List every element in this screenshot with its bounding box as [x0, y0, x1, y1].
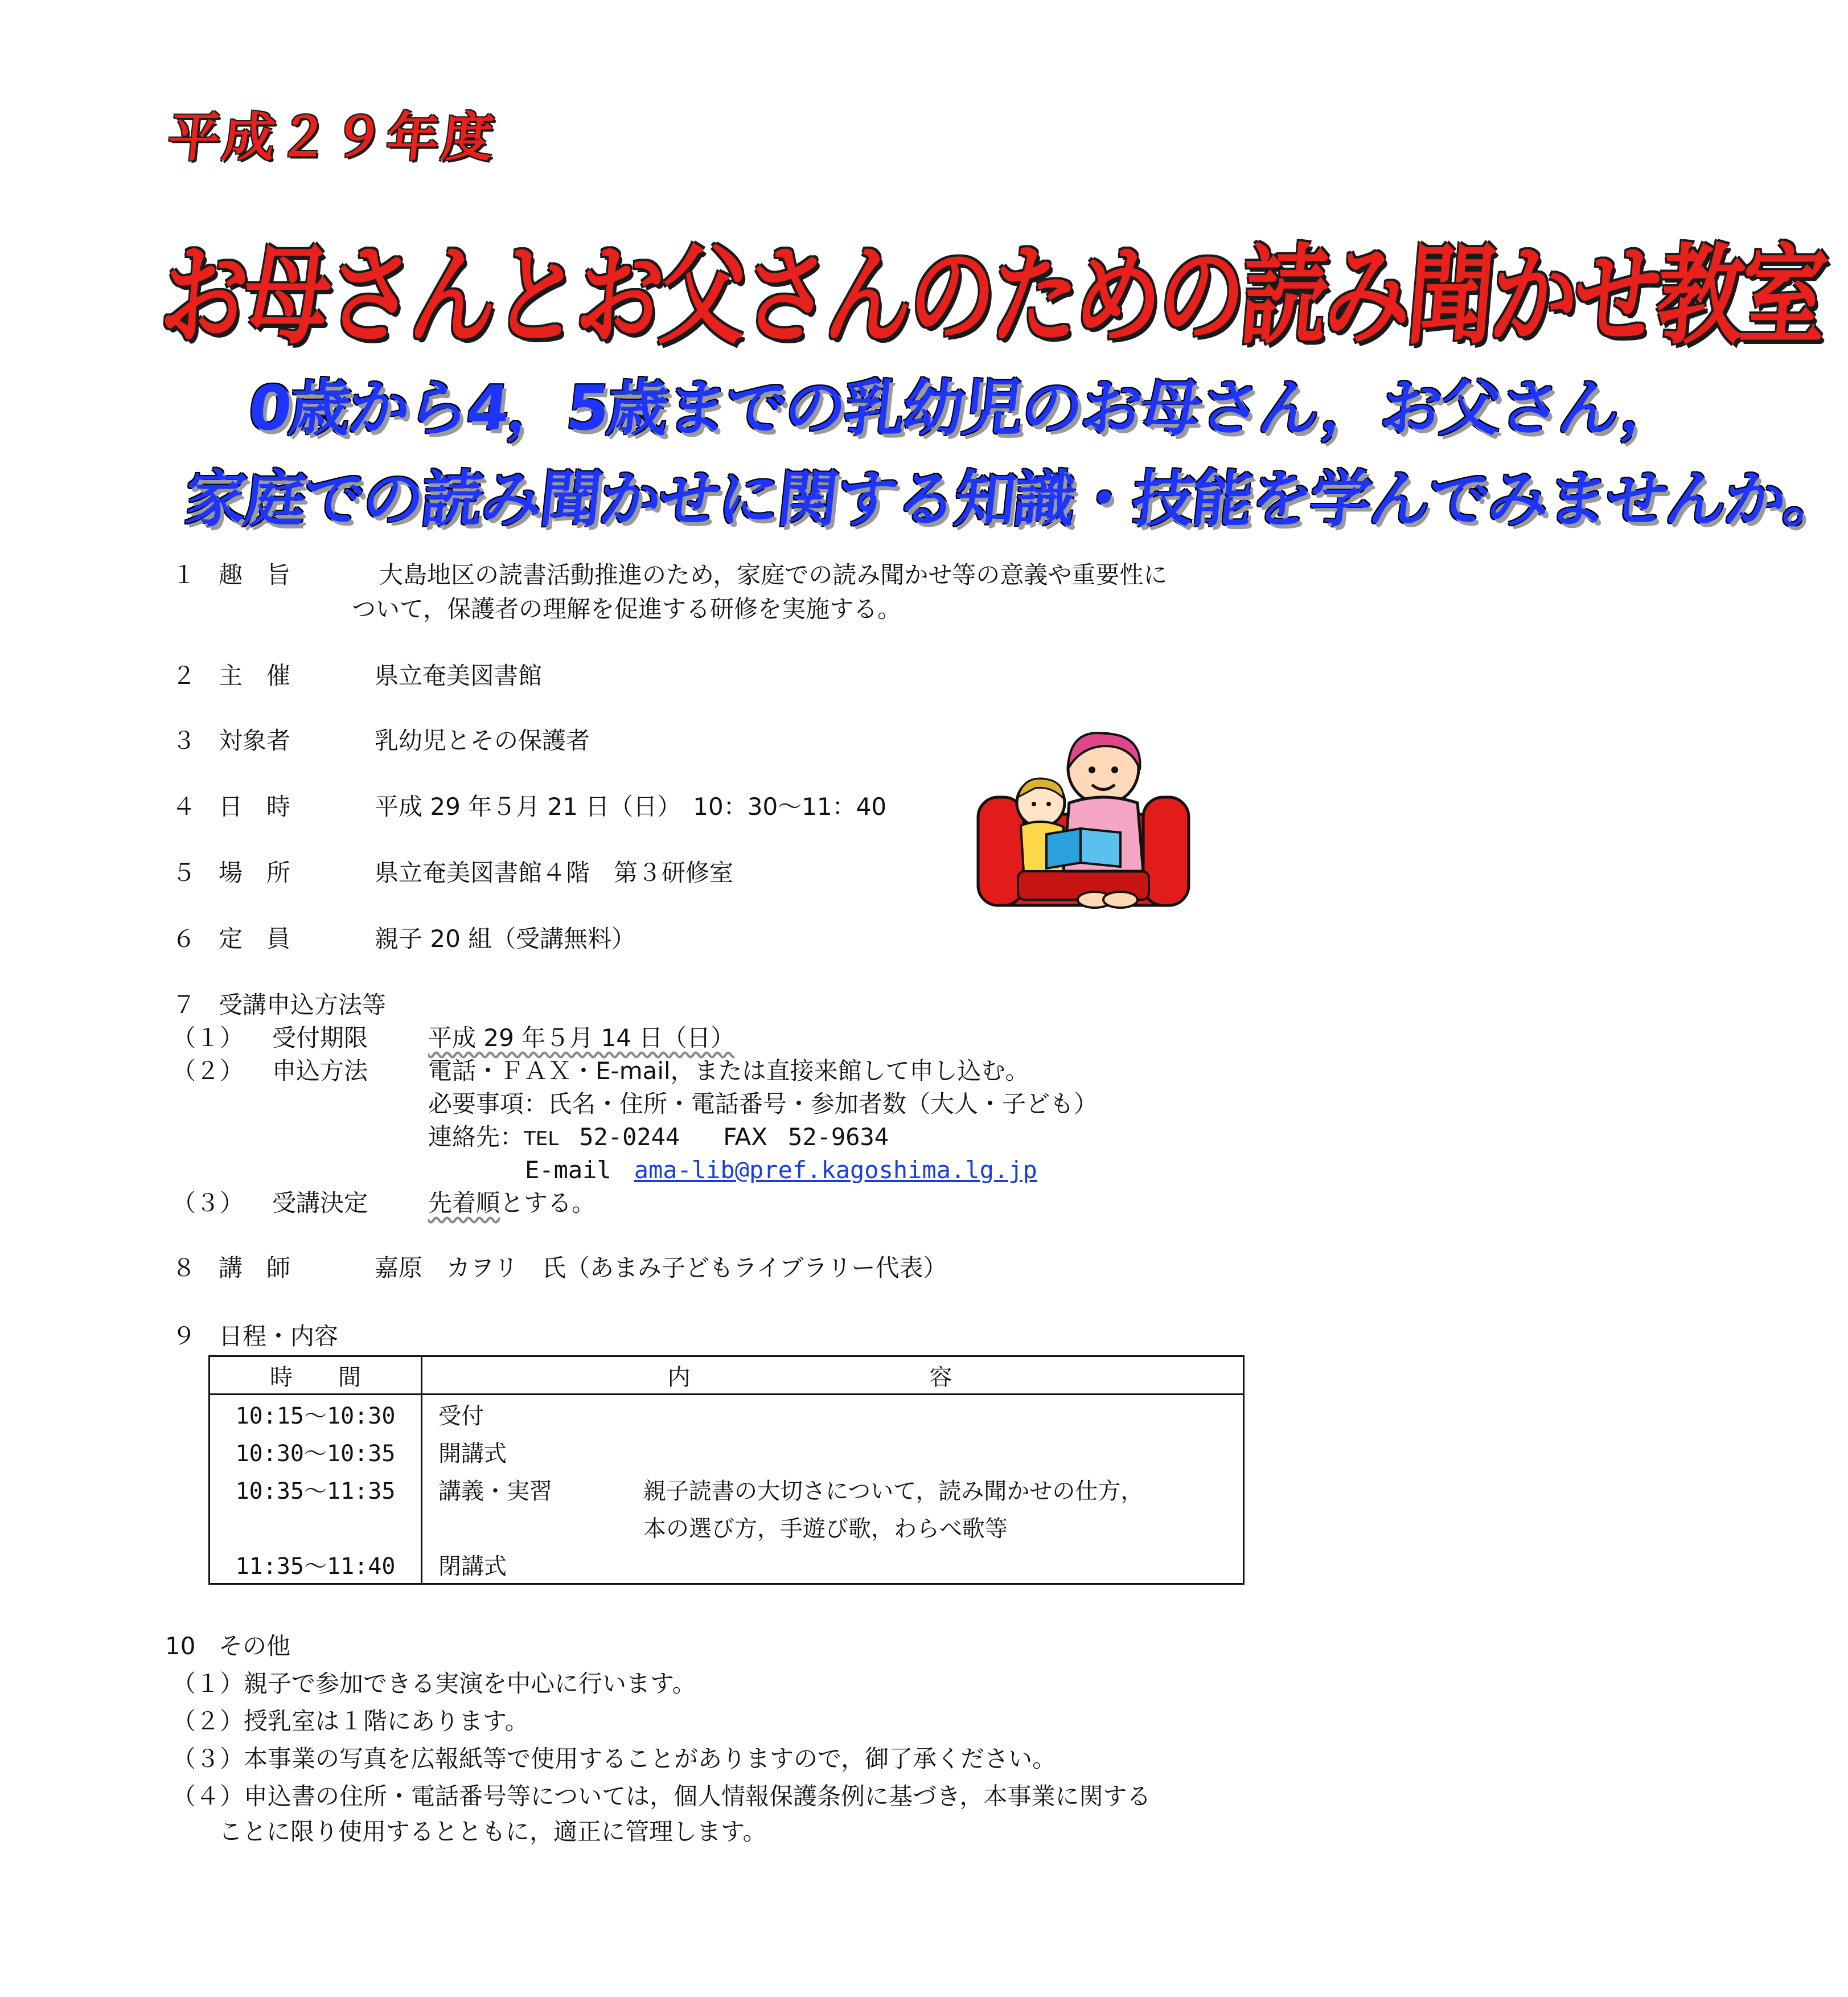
section-2-number: ２	[172, 662, 196, 690]
section-5-value: 県立奄美図書館４階 第３研修室	[375, 859, 734, 887]
deadline-value: 平成 29 年５月 14 日（日）	[428, 1024, 735, 1052]
table-row	[210, 1508, 1244, 1545]
section-7-3-label: 受講決定	[272, 1189, 368, 1217]
email-label: E-mail	[525, 1156, 611, 1184]
row-time: 10:35～11:35	[210, 1470, 422, 1508]
decision-value	[428, 1189, 596, 1217]
section-3-label: 対象者	[219, 727, 291, 754]
section-5-number: ５	[172, 859, 196, 887]
main-title: お母さんとお父さんのための読み聞かせ教室	[155, 233, 1829, 359]
section-7-2-number: （２）	[172, 1057, 244, 1085]
content-header	[422, 1356, 1244, 1395]
section-1-text-line2: ついて，保護者の理解を促進する研修を実施する。	[352, 595, 902, 623]
mother-reading-illustration	[978, 729, 1189, 917]
tel-label: TEL	[524, 1127, 559, 1150]
section-5-label: 場 所	[219, 859, 291, 887]
section-10-item-4: （４）申込書の住所・電話番号等については，個人情報保護条例に基づき，本事業に関する	[172, 1782, 1151, 1810]
row-time: 11:35～11:40	[210, 1545, 422, 1584]
section-8-number: ８	[172, 1254, 196, 1282]
tel-number: 52-0244	[579, 1123, 680, 1151]
section-6-label: 定 員	[219, 925, 291, 953]
section-1-label: 趣 旨	[219, 561, 291, 589]
section-6-number: ６	[172, 925, 196, 953]
section-7-1-label: 受付期限	[272, 1024, 368, 1052]
row-detail	[643, 1433, 1244, 1470]
section-10-item-3: （３）本事業の写真を広報紙等で使用することがありますので，御了承ください。	[172, 1745, 1057, 1773]
section-3-value: 乳幼児とその保護者	[375, 727, 590, 754]
content-header-a: 内	[667, 1364, 691, 1391]
row-time	[210, 1508, 422, 1545]
section-4-label: 日 時	[219, 793, 291, 821]
section-2-label: 主 催	[219, 662, 291, 690]
section-9-label: 日程・内容	[219, 1322, 339, 1350]
email-link[interactable]: ama-lib@pref.kagoshima.lg.jp	[634, 1156, 1037, 1184]
schedule-table	[208, 1355, 1245, 1585]
section-9-number: ９	[172, 1322, 196, 1350]
row-item: 閉講式	[438, 1553, 507, 1580]
section-4-number: ４	[172, 793, 196, 821]
first-come-text: 先着順	[428, 1189, 500, 1217]
content-header-b: 容	[929, 1364, 952, 1391]
table-row	[210, 1395, 1244, 1433]
table-row	[210, 1545, 1244, 1584]
contact-label: 連絡先：	[428, 1123, 524, 1151]
schedule-header-row	[210, 1356, 1244, 1395]
section-6-value: 親子 20 組（受講無料）	[375, 925, 636, 953]
section-7-3-number: （３）	[172, 1189, 244, 1217]
section-7-1-number: （１）	[172, 1024, 244, 1052]
year-title: 平成２９年度	[165, 107, 499, 168]
time-header: 時 間	[210, 1356, 422, 1395]
table-row	[210, 1470, 1244, 1508]
section-2-value: 県立奄美図書館	[375, 662, 543, 690]
section-10-label: その他	[219, 1632, 291, 1660]
section-8-label: 講 師	[219, 1254, 291, 1282]
row-detail	[643, 1545, 1244, 1584]
row-item	[422, 1508, 644, 1545]
decision-suffix: とする。	[500, 1189, 596, 1217]
contact-row	[428, 1123, 889, 1151]
section-8-value: 嘉原 カヲリ 氏（あまみ子どもライブラリー代表）	[375, 1254, 947, 1282]
row-item: 受付	[438, 1403, 484, 1429]
section-7-label: 受講申込方法等	[219, 991, 387, 1019]
email-row	[525, 1156, 1037, 1184]
section-10-item-1: （１）親子で参加できる実演を中心に行います。	[172, 1670, 696, 1697]
row-detail: 親子読書の大切さについて，読み聞かせの仕方，	[643, 1478, 1144, 1504]
row-item: 開講式	[438, 1440, 507, 1467]
fax-number: 52-9634	[788, 1123, 889, 1151]
requirements-text: 必要事項：氏名・住所・電話番号・参加者数（大人・子ども）	[428, 1090, 1098, 1118]
application-method-value: 電話・ＦＡＸ・E-mail，または直接来館して申し込む。	[428, 1057, 1029, 1085]
section-10-item-2: （２）授乳室は１階にあります。	[172, 1707, 529, 1735]
subtitle-line-1: 0歳から4，5歳までの乳幼児のお母さん，お父さん，	[245, 373, 1684, 444]
section-7-number: ７	[172, 991, 196, 1019]
subtitle-line-2: 家庭での読み聞かせに関する知識・技能を学んでみませんか。	[181, 464, 1847, 535]
row-item: 講義・実習	[438, 1478, 552, 1504]
section-10-number: 10	[165, 1632, 196, 1660]
section-4-value: 平成 29 年５月 21 日（日） 10：30～11：40	[375, 793, 887, 821]
fax-label: FAX	[723, 1123, 768, 1151]
section-1-text-line1: 大島地区の読書活動推進のため，家庭での読み聞かせ等の意義や重要性に	[379, 561, 1168, 589]
row-detail	[643, 1395, 1244, 1433]
section-7-2-label: 申込方法	[272, 1057, 368, 1085]
row-time: 10:15～10:30	[210, 1395, 422, 1433]
row-time: 10:30～10:35	[210, 1433, 422, 1470]
section-3-number: ３	[172, 727, 196, 754]
section-10-item-4-cont: ことに限り使用するとともに，適正に管理します。	[219, 1818, 767, 1846]
table-row	[210, 1433, 1244, 1470]
row-detail: 本の選び方，手遊び歌，わらべ歌等	[643, 1515, 1008, 1542]
section-1-number: １	[172, 561, 196, 589]
